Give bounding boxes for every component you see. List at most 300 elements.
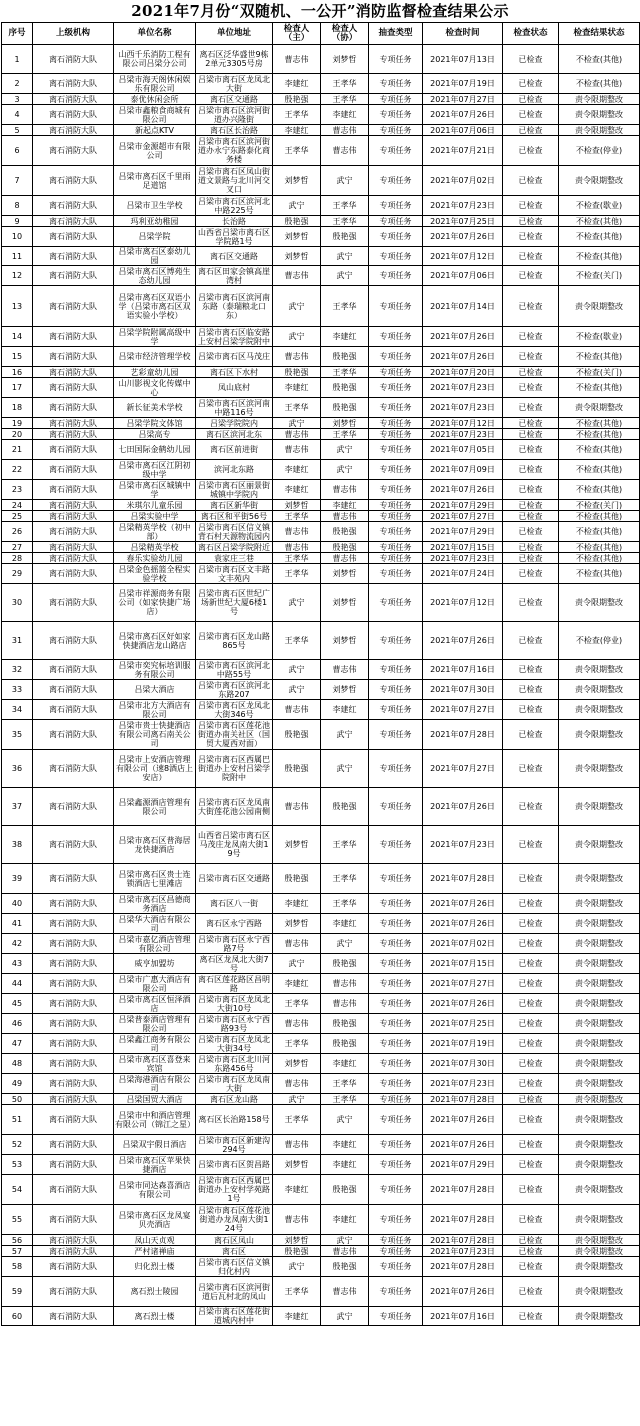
cell-result-status: 不检查(其他) — [559, 247, 640, 266]
cell-inspector-assist: 王孝华 — [321, 94, 369, 105]
cell-check-status: 已检查 — [503, 553, 559, 564]
cell-result-status: 责令限期整改 — [559, 398, 640, 418]
cell-unit-address: 离石区交通路 — [196, 247, 273, 266]
cell-result-status: 不检查(其他) — [559, 480, 640, 500]
cell-seq: 57 — [2, 1246, 33, 1257]
cell-inspector-assist: 李建红 — [321, 1135, 369, 1155]
cell-parent-org: 离石消防大队 — [33, 227, 114, 247]
cell-seq: 4 — [2, 105, 33, 125]
cell-check-status: 已检查 — [503, 1257, 559, 1277]
cell-inspector-assist: 殷艳强 — [321, 1034, 369, 1054]
cell-seq: 19 — [2, 418, 33, 429]
cell-seq: 60 — [2, 1307, 33, 1326]
table-row — [2, 994, 640, 1014]
cell-check-status: 已检查 — [503, 750, 559, 788]
cell-result-status: 责令限期整改 — [559, 826, 640, 864]
cell-inspector-main: 王孝华 — [273, 622, 321, 660]
cell-result-status: 不检查(停业) — [559, 136, 640, 166]
cell-result-status: 责令限期整改 — [559, 700, 640, 720]
cell-inspector-assist: 王孝华 — [321, 864, 369, 894]
cell-check-time: 2021年07月26日 — [423, 1277, 503, 1307]
cell-unit-name: 吕梁鑫源酒店管理有限公司 — [114, 788, 196, 826]
cell-unit-address: 袁家庄三巷 — [196, 553, 273, 564]
cell-inspector-assist: 武宁 — [321, 247, 369, 266]
cell-check-time: 2021年07月23日 — [423, 553, 503, 564]
cell-inspector-main: 殷艳强 — [273, 367, 321, 378]
cell-check-type: 专项任务 — [369, 74, 423, 94]
cell-inspector-main: 武宁 — [273, 584, 321, 622]
cell-check-type: 专项任务 — [369, 1155, 423, 1175]
cell-unit-address: 吕梁市离石区莲花池街道办南关社区（国贸大厦西对面） — [196, 720, 273, 750]
table-row — [2, 826, 640, 864]
cell-unit-name: 七田国际金鹤幼儿园 — [114, 440, 196, 460]
cell-check-status: 已检查 — [503, 826, 559, 864]
cell-unit-address: 吕梁市离石区滨河街道办兴隆街 — [196, 105, 273, 125]
cell-unit-name: 吕梁金色摇篮全程实验学校 — [114, 564, 196, 584]
cell-check-status: 已检查 — [503, 1034, 559, 1054]
cell-parent-org: 离石消防大队 — [33, 934, 114, 954]
cell-check-status: 已检查 — [503, 974, 559, 994]
cell-check-type: 专项任务 — [369, 720, 423, 750]
cell-result-status: 不检查(歇业) — [559, 327, 640, 347]
cell-check-time: 2021年07月28日 — [423, 720, 503, 750]
cell-check-time: 2021年07月28日 — [423, 1094, 503, 1105]
cell-check-time: 2021年07月26日 — [423, 622, 503, 660]
cell-check-type: 专项任务 — [369, 1246, 423, 1257]
cell-check-type: 专项任务 — [369, 1054, 423, 1074]
cell-result-status: 责令限期整改 — [559, 1034, 640, 1054]
cell-inspector-main: 刘梦哲 — [273, 826, 321, 864]
cell-seq: 53 — [2, 1155, 33, 1175]
cell-inspector-assist: 殷艳强 — [321, 1175, 369, 1205]
cell-parent-org: 离石消防大队 — [33, 974, 114, 994]
cell-check-time: 2021年07月26日 — [423, 788, 503, 826]
table-row — [2, 1135, 640, 1155]
cell-unit-name: 吕梁双宇假日酒店 — [114, 1135, 196, 1155]
cell-unit-name: 米琪尔儿童乐园 — [114, 500, 196, 511]
cell-check-type: 专项任务 — [369, 1074, 423, 1094]
cell-check-time: 2021年07月06日 — [423, 125, 503, 136]
cell-unit-address: 吕梁市离石区西属巴街道办上安村学苑路1号 — [196, 1175, 273, 1205]
cell-result-status: 责令限期整改 — [559, 864, 640, 894]
cell-parent-org: 离石消防大队 — [33, 166, 114, 196]
table-row — [2, 1034, 640, 1054]
cell-inspector-assist: 曹志伟 — [321, 480, 369, 500]
cell-seq: 54 — [2, 1175, 33, 1205]
cell-seq: 22 — [2, 460, 33, 480]
cell-seq: 45 — [2, 994, 33, 1014]
cell-result-status: 不检查(歇业) — [559, 196, 640, 216]
table-row — [2, 1205, 640, 1235]
cell-unit-address: 吕梁市离石区世纪广场新世纪大厦6楼1号 — [196, 584, 273, 622]
cell-check-time: 2021年07月06日 — [423, 266, 503, 286]
cell-parent-org: 离石消防大队 — [33, 1175, 114, 1205]
cell-result-status: 不检查(其他) — [559, 511, 640, 522]
cell-check-type: 专项任务 — [369, 378, 423, 398]
cell-check-time: 2021年07月28日 — [423, 1257, 503, 1277]
cell-seq: 14 — [2, 327, 33, 347]
cell-check-status: 已检查 — [503, 700, 559, 720]
cell-inspector-main: 刘梦哲 — [273, 247, 321, 266]
column-header-check-status: 检查状态 — [503, 23, 559, 45]
cell-parent-org: 离石消防大队 — [33, 680, 114, 700]
cell-check-status: 已检查 — [503, 1205, 559, 1235]
cell-check-status: 已检查 — [503, 500, 559, 511]
page-title: 2021年7月份“双随机、一公开”消防监督检查结果公示 — [131, 2, 509, 20]
cell-unit-name: 吕梁市北方大酒店有限公司 — [114, 700, 196, 720]
cell-parent-org: 离石消防大队 — [33, 1034, 114, 1054]
cell-check-type: 专项任务 — [369, 1257, 423, 1277]
cell-inspector-assist: 曹志伟 — [321, 136, 369, 166]
cell-inspector-main: 李建红 — [273, 460, 321, 480]
cell-inspector-assist: 曹志伟 — [321, 553, 369, 564]
cell-inspector-assist: 刘梦哲 — [321, 418, 369, 429]
cell-seq: 47 — [2, 1034, 33, 1054]
cell-unit-name: 吕梁实验中学 — [114, 511, 196, 522]
cell-unit-name: 威亨加盟坊 — [114, 954, 196, 974]
cell-result-status: 责令限期整改 — [559, 1074, 640, 1094]
cell-unit-name: 新起点KTV — [114, 125, 196, 136]
cell-unit-name: 吕梁市离石区喜登来宾馆 — [114, 1054, 196, 1074]
cell-result-status: 不检查(其他) — [559, 522, 640, 542]
cell-check-time: 2021年07月14日 — [423, 286, 503, 327]
cell-check-type: 专项任务 — [369, 347, 423, 367]
cell-check-time: 2021年07月15日 — [423, 542, 503, 553]
cell-check-time: 2021年07月27日 — [423, 974, 503, 994]
cell-unit-name: 吕梁精英学校（初中部） — [114, 522, 196, 542]
cell-check-time: 2021年07月25日 — [423, 216, 503, 227]
cell-check-time: 2021年07月28日 — [423, 864, 503, 894]
cell-check-type: 专项任务 — [369, 622, 423, 660]
cell-check-status: 已检查 — [503, 418, 559, 429]
cell-inspector-main: 王孝华 — [273, 1105, 321, 1135]
cell-check-status: 已检查 — [503, 1307, 559, 1326]
table-row — [2, 1014, 640, 1034]
cell-inspector-assist: 曹志伟 — [321, 1277, 369, 1307]
cell-inspector-main: 王孝华 — [273, 105, 321, 125]
cell-check-status: 已检查 — [503, 522, 559, 542]
cell-result-status: 责令限期整改 — [559, 1205, 640, 1235]
cell-result-status: 责令限期整改 — [559, 1277, 640, 1307]
cell-result-status: 责令限期整改 — [559, 286, 640, 327]
cell-check-status: 已检查 — [503, 286, 559, 327]
cell-seq: 5 — [2, 125, 33, 136]
cell-inspector-assist: 王孝华 — [321, 196, 369, 216]
cell-check-time: 2021年07月26日 — [423, 894, 503, 914]
cell-inspector-assist: 殷艳强 — [321, 398, 369, 418]
cell-check-time: 2021年07月26日 — [423, 480, 503, 500]
cell-unit-address: 吕梁市离石区交通路 — [196, 864, 273, 894]
cell-unit-name: 吕梁市离石区贵士连锁酒店七里滩店 — [114, 864, 196, 894]
cell-check-type: 专项任务 — [369, 500, 423, 511]
cell-result-status: 不检查(其他) — [559, 440, 640, 460]
cell-unit-name: 吕梁市海天阁休闲娱乐有限公司 — [114, 74, 196, 94]
cell-seq: 2 — [2, 74, 33, 94]
cell-inspector-main: 李建红 — [273, 74, 321, 94]
cell-unit-name: 吕梁市离石区龙凤宴贝壳酒店 — [114, 1205, 196, 1235]
cell-check-time: 2021年07月15日 — [423, 954, 503, 974]
cell-inspector-main: 王孝华 — [273, 994, 321, 1014]
cell-check-status: 已检查 — [503, 542, 559, 553]
cell-seq: 42 — [2, 934, 33, 954]
cell-seq: 21 — [2, 440, 33, 460]
cell-check-time: 2021年07月23日 — [423, 826, 503, 864]
cell-unit-address: 吕梁市离石区滨河南东路（泰瑞粮北口东） — [196, 286, 273, 327]
cell-inspector-assist: 殷艳强 — [321, 227, 369, 247]
cell-check-status: 已检查 — [503, 347, 559, 367]
cell-check-status: 已检查 — [503, 398, 559, 418]
cell-unit-name: 吕梁华大酒店有限公司 — [114, 914, 196, 934]
cell-parent-org: 离石消防大队 — [33, 247, 114, 266]
cell-unit-name: 新长征美术学校 — [114, 398, 196, 418]
cell-check-type: 专项任务 — [369, 105, 423, 125]
cell-result-status: 不检查(其他) — [559, 553, 640, 564]
column-header-unit-name: 单位名称 — [114, 23, 196, 45]
cell-check-type: 专项任务 — [369, 266, 423, 286]
cell-inspector-main: 曹志伟 — [273, 440, 321, 460]
cell-inspector-assist: 武宁 — [321, 934, 369, 954]
cell-seq: 23 — [2, 480, 33, 500]
cell-unit-name: 吕梁市离石区江阴初级中学 — [114, 460, 196, 480]
cell-check-status: 已检查 — [503, 914, 559, 934]
cell-inspector-assist: 殷艳强 — [321, 1014, 369, 1034]
cell-inspector-main: 曹志伟 — [273, 934, 321, 954]
cell-inspector-main: 曹志伟 — [273, 1014, 321, 1034]
cell-inspector-assist: 曹志伟 — [321, 974, 369, 994]
cell-result-status: 责令限期整改 — [559, 1014, 640, 1034]
cell-check-status: 已检查 — [503, 564, 559, 584]
cell-inspector-assist: 刘梦哲 — [321, 564, 369, 584]
cell-unit-address: 吕梁市离石区北川河东路456号 — [196, 1054, 273, 1074]
cell-unit-name: 吕梁市同达森喜酒店有限公司 — [114, 1175, 196, 1205]
cell-seq: 51 — [2, 1105, 33, 1135]
cell-check-time: 2021年07月23日 — [423, 398, 503, 418]
cell-inspector-main: 武宁 — [273, 1094, 321, 1105]
cell-inspector-main: 王孝华 — [273, 1034, 321, 1054]
cell-check-type: 专项任务 — [369, 750, 423, 788]
cell-result-status: 不检查(其他) — [559, 227, 640, 247]
cell-unit-name: 吕梁市中和酒店管理有限公司（锦江之星） — [114, 1105, 196, 1135]
cell-unit-name: 吕梁精英学校 — [114, 542, 196, 553]
table-row — [2, 1054, 640, 1074]
cell-check-time: 2021年07月23日 — [423, 196, 503, 216]
cell-seq: 30 — [2, 584, 33, 622]
cell-inspector-assist: 王孝华 — [321, 286, 369, 327]
cell-check-status: 已检查 — [503, 266, 559, 286]
cell-parent-org: 离石消防大队 — [33, 894, 114, 914]
cell-parent-org: 离石消防大队 — [33, 660, 114, 680]
cell-check-time: 2021年07月23日 — [423, 429, 503, 440]
cell-result-status: 责令限期整改 — [559, 1307, 640, 1326]
cell-unit-address: 离石区新华街 — [196, 500, 273, 511]
table-row — [2, 522, 640, 542]
cell-seq: 33 — [2, 680, 33, 700]
cell-parent-org: 离石消防大队 — [33, 266, 114, 286]
cell-unit-address: 吕梁市离石区龙山路865号 — [196, 622, 273, 660]
cell-parent-org: 离石消防大队 — [33, 1105, 114, 1135]
cell-inspector-main: 李建红 — [273, 894, 321, 914]
cell-check-status: 已检查 — [503, 480, 559, 500]
table-row — [2, 934, 640, 954]
cell-check-time: 2021年07月26日 — [423, 914, 503, 934]
table-row — [2, 45, 640, 74]
table-row — [2, 894, 640, 914]
cell-parent-org: 离石消防大队 — [33, 500, 114, 511]
cell-inspector-main: 刘梦哲 — [273, 1155, 321, 1175]
table-row — [2, 480, 640, 500]
column-header-seq: 序号 — [2, 23, 33, 45]
cell-inspector-assist: 武宁 — [321, 1105, 369, 1135]
cell-inspector-assist: 曹志伟 — [321, 511, 369, 522]
cell-parent-org: 离石消防大队 — [33, 94, 114, 105]
cell-seq: 20 — [2, 429, 33, 440]
cell-seq: 31 — [2, 622, 33, 660]
cell-inspector-main: 曹志伟 — [273, 522, 321, 542]
cell-result-status: 责令限期整改 — [559, 1054, 640, 1074]
cell-check-time: 2021年07月26日 — [423, 1105, 503, 1135]
cell-inspector-assist: 王孝华 — [321, 429, 369, 440]
cell-check-time: 2021年07月27日 — [423, 750, 503, 788]
cell-check-type: 专项任务 — [369, 522, 423, 542]
cell-unit-address: 离石区龙山路 — [196, 1094, 273, 1105]
cell-unit-name: 吕梁市离石区双语小学（吕梁市离石区双语实验小学校） — [114, 286, 196, 327]
cell-unit-name: 吕梁市卫生学校 — [114, 196, 196, 216]
cell-parent-org: 离石消防大队 — [33, 398, 114, 418]
table-row — [2, 1094, 640, 1105]
cell-check-status: 已检查 — [503, 74, 559, 94]
cell-parent-org: 离石消防大队 — [33, 954, 114, 974]
table-row — [2, 954, 640, 974]
cell-inspector-assist: 曹志伟 — [321, 660, 369, 680]
cell-check-time: 2021年07月23日 — [423, 378, 503, 398]
cell-unit-name: 吕梁市广惠大酒店有限公司 — [114, 974, 196, 994]
cell-check-time: 2021年07月09日 — [423, 460, 503, 480]
cell-inspector-main: 李建红 — [273, 378, 321, 398]
cell-check-time: 2021年07月30日 — [423, 680, 503, 700]
cell-parent-org: 离石消防大队 — [33, 1257, 114, 1277]
cell-check-type: 专项任务 — [369, 1094, 423, 1105]
cell-result-status: 责令限期整改 — [559, 934, 640, 954]
cell-check-status: 已检查 — [503, 196, 559, 216]
cell-inspector-main: 刘梦哲 — [273, 1054, 321, 1074]
cell-check-type: 专项任务 — [369, 166, 423, 196]
cell-result-status: 不检查(其他) — [559, 45, 640, 74]
cell-unit-address: 吕梁市离石区滨河北中路225号 — [196, 196, 273, 216]
cell-inspector-main: 曹志伟 — [273, 347, 321, 367]
cell-unit-address: 吕梁市离石区龙凤南大街莲花池公园南侧 — [196, 788, 273, 826]
table-row — [2, 247, 640, 266]
cell-inspector-assist: 武宁 — [321, 266, 369, 286]
cell-check-type: 专项任务 — [369, 1034, 423, 1054]
cell-check-time: 2021年07月30日 — [423, 1054, 503, 1074]
table-row — [2, 1307, 640, 1326]
cell-unit-address: 吕梁市离石区永宁西路7号 — [196, 934, 273, 954]
table-row — [2, 429, 640, 440]
table-row — [2, 788, 640, 826]
cell-check-time: 2021年07月28日 — [423, 1205, 503, 1235]
cell-seq: 49 — [2, 1074, 33, 1094]
cell-unit-address: 山西省吕梁市离石区马茂庄龙凤南大街19号 — [196, 826, 273, 864]
cell-result-status: 不检查(关门) — [559, 367, 640, 378]
table-row — [2, 136, 640, 166]
cell-inspector-main: 曹志伟 — [273, 788, 321, 826]
cell-check-time: 2021年07月26日 — [423, 227, 503, 247]
cell-check-status: 已检查 — [503, 216, 559, 227]
cell-seq: 55 — [2, 1205, 33, 1235]
cell-inspector-assist: 刘梦哲 — [321, 45, 369, 74]
cell-check-status: 已检查 — [503, 1105, 559, 1135]
cell-seq: 24 — [2, 500, 33, 511]
cell-inspector-main: 王孝华 — [273, 1277, 321, 1307]
table-row — [2, 974, 640, 994]
table-row — [2, 1277, 640, 1307]
cell-unit-address: 吕梁市离石区临安路上安村吕梁学院附中 — [196, 327, 273, 347]
cell-check-status: 已检查 — [503, 94, 559, 105]
table-row — [2, 347, 640, 367]
table-row — [2, 914, 640, 934]
cell-parent-org: 离石消防大队 — [33, 105, 114, 125]
cell-inspector-assist: 刘梦哲 — [321, 680, 369, 700]
cell-unit-address: 吕梁市离石区贺昌路 — [196, 1155, 273, 1175]
cell-inspector-main: 殷艳强 — [273, 94, 321, 105]
cell-parent-org: 离石消防大队 — [33, 788, 114, 826]
cell-check-type: 专项任务 — [369, 196, 423, 216]
cell-check-status: 已检查 — [503, 680, 559, 700]
cell-check-time: 2021年07月26日 — [423, 1135, 503, 1155]
cell-check-type: 专项任务 — [369, 564, 423, 584]
cell-parent-org: 离石消防大队 — [33, 1235, 114, 1246]
cell-inspector-assist: 殷艳强 — [321, 347, 369, 367]
cell-parent-org: 离石消防大队 — [33, 622, 114, 660]
cell-unit-address: 吕梁市离石区信义镇背石村天源物流园内 — [196, 522, 273, 542]
cell-inspector-assist: 李建红 — [321, 1054, 369, 1074]
cell-inspector-main: 曹志伟 — [273, 700, 321, 720]
cell-result-status: 不检查(其他) — [559, 418, 640, 429]
cell-parent-org: 离石消防大队 — [33, 700, 114, 720]
cell-inspector-assist: 曹志伟 — [321, 994, 369, 1014]
cell-result-status: 责令限期整改 — [559, 105, 640, 125]
cell-seq: 13 — [2, 286, 33, 327]
cell-parent-org: 离石消防大队 — [33, 480, 114, 500]
cell-parent-org: 离石消防大队 — [33, 1094, 114, 1105]
cell-unit-address: 吕梁市离石区龙凤北大街10号 — [196, 994, 273, 1014]
cell-check-status: 已检查 — [503, 105, 559, 125]
cell-check-type: 专项任务 — [369, 1175, 423, 1205]
cell-inspector-main: 武宁 — [273, 660, 321, 680]
column-header-result-status: 检查结果状态 — [559, 23, 640, 45]
table-row — [2, 216, 640, 227]
cell-inspector-main: 刘梦哲 — [273, 1235, 321, 1246]
cell-inspector-main: 李建红 — [273, 974, 321, 994]
table-row — [2, 166, 640, 196]
cell-unit-address: 吕梁市离石区龙凤北大街34号 — [196, 1034, 273, 1054]
cell-unit-address: 吕梁市离石区龙凤南大街 — [196, 1074, 273, 1094]
cell-unit-name: 吕梁市嘉亿酒店管理有限公司 — [114, 934, 196, 954]
cell-check-status: 已检查 — [503, 864, 559, 894]
cell-parent-org: 离石消防大队 — [33, 378, 114, 398]
cell-check-status: 已检查 — [503, 788, 559, 826]
cell-check-type: 专项任务 — [369, 125, 423, 136]
cell-unit-address: 离石区滨河北东 — [196, 429, 273, 440]
table-row — [2, 750, 640, 788]
cell-unit-address: 滨河北东路 — [196, 460, 273, 480]
cell-inspector-assist: 李建红 — [321, 1155, 369, 1175]
column-header-check-time: 检查时间 — [423, 23, 503, 45]
cell-check-type: 专项任务 — [369, 1277, 423, 1307]
cell-inspector-assist: 曹志伟 — [321, 1246, 369, 1257]
cell-inspector-assist: 王孝华 — [321, 1074, 369, 1094]
cell-unit-name: 吕梁市祥源商务有限公司（如家快捷广场店） — [114, 584, 196, 622]
